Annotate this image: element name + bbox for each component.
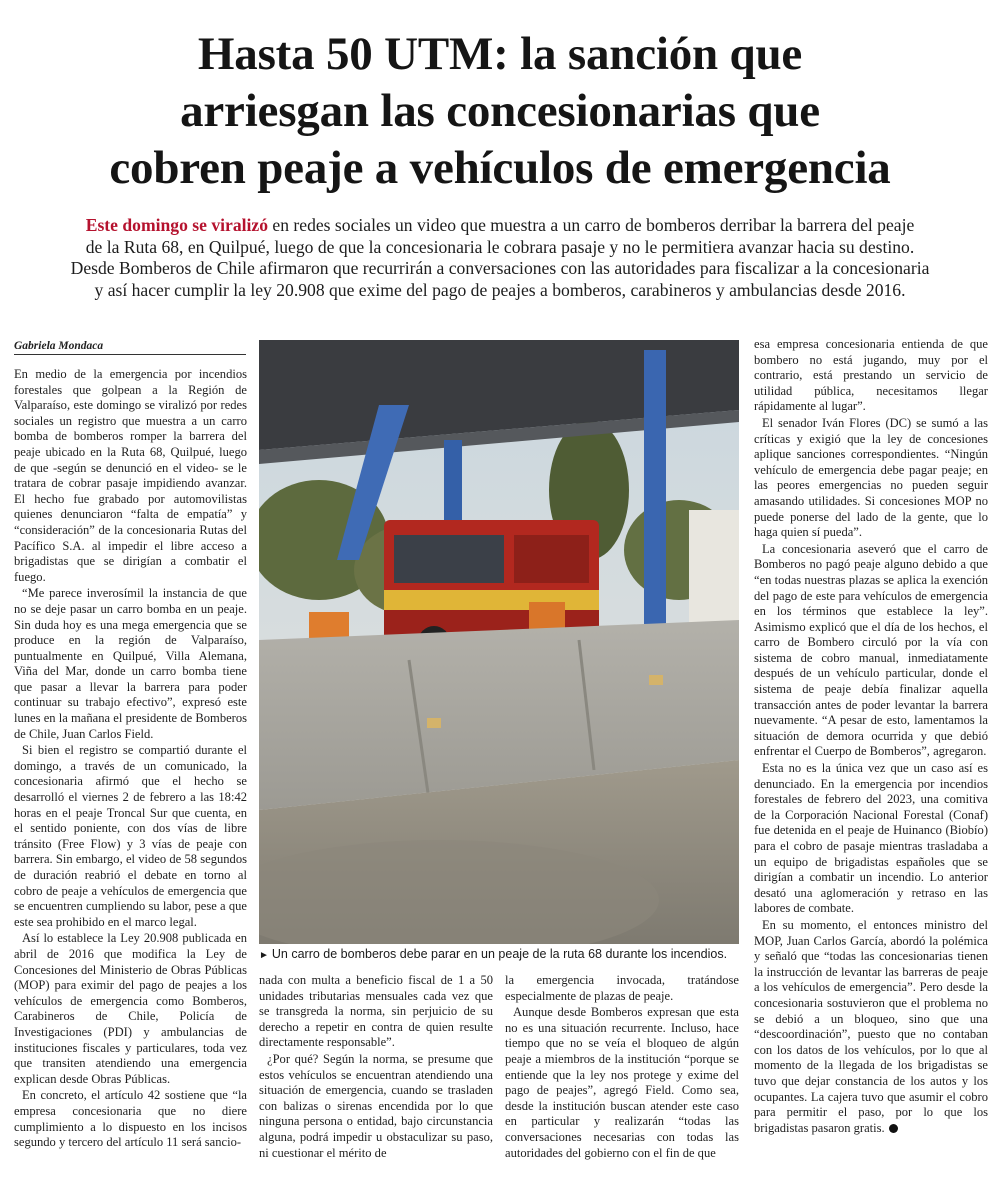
lede-line: de la Ruta 68, en Quilpué, luego de que la concesionaria le cobrara pasaje y no le permitiera avanzar hacia su destino. xyxy=(85,236,915,257)
headline-line: cobren peaje a vehículos de emergencia xyxy=(109,142,891,194)
body-paragraph: Si bien el registro se compartió durante el domingo, a través de un comunicado, la concesionaria afirmó que el hecho se desarrolló el viernes 2 de febrero a las 18:42 horas en el peaje Troncal Sur que cuenta, en el sentido poniente, con dos vías de libre tránsito (Free Flow) y 3 vías de peaje con barrera. Sin embargo, el video de 58 segundos de duración reabrió el debate en torno al cobro de peaje a vehículos de emergencia que se encuentren cumpliendo su labor, pese a que este sea prohibido en el marco legal. xyxy=(14,743,247,929)
body-paragraph: ¿Por qué? Según la norma, se presume que estos vehículos se encuentran atendiendo una situación de emergencia, cuando se trasladen con balizas o sirenas encendida por lo que ninguna persona o entidad, bajo circunstancia alguna, podrá impedir u obstaculizar su paso, ni cuestionar el mérito de xyxy=(259,1051,493,1160)
end-mark-icon xyxy=(889,1124,898,1133)
body-paragraph: nada con multa a beneficio fiscal de 1 a 50 unidades tributarias mensuales cada vez que se transgreda la norma, sin perjuicio de su derecho a repetir en contra de quien resulte directamente responsable”. xyxy=(259,973,493,1050)
lede-paragraph xyxy=(14,215,986,301)
body-paragraph: En medio de la emergencia por incendios forestales que golpean a la Región de Valparaíso, este domingo se viralizó por redes sociales un registro que muestra a un carro bomba de bomberos romper la barrera del peaje ubicado en la Ruta 68, Quilpué, luego de que -según se denunció en el video- se le tratara de cobrar pasaje impidiendo avanzar. El hecho fue grabado por automovilistas quienes denunciaron “falta de empatía” y “consideración” de la concesionaria Rutas del Pacífico S.A. al impedir el libre acceso a brigadistas que se dirigían a combatir el fuego. xyxy=(14,367,247,584)
body-paragraph: Esta no es la única vez que un caso así es denunciado. En la emergencia por incendios forestales de febrero del 2023, una comitiva de la Corporación Nacional Forestal (Conaf) fue detenida en el peaje de Huinanco (Biobío) para el cobro de pasaje mientras trasladaba a un equipo de brigadistas españoles que se dirigían a combatir un incendio. Lo anterior desató una aglomeración y retraso en las labores de combate. xyxy=(754,761,988,916)
headline-line: arriesgan las concesionarias que xyxy=(180,85,820,137)
body-paragraph: La concesionaria aseveró que el carro de Bomberos no pagó peaje alguno debido a que “en todas nuestras plazas se aplica la exención del pago de este para vehículos de emergencia en los términos que establece la ley”. Asimismo explicó que el día de los hechos, el carro de Bombero circuló por la vía con sistema de cobro manual, inmediatamente después de un vehículo particular, donde el sistema de peaje debía finalizar aquella transacción antes de poder levantar la barrera nuevamente. “A pesar de esto, lamentamos la situación de demora ocurrida y que debió enfrentar el Cuerpo de Bomberos”, agregaron. xyxy=(754,541,988,759)
body-paragraph-last xyxy=(754,918,988,1136)
last-paragraph-text: En su momento, el entonces ministro del MOP, Juan Carlos García, abordó la polémica y señaló que “todas las concesionarias tienen la instrucción de levantar las barreras de peaje a los vehículos de emergencia”. Pero desde la concesionaria sostuvieron que el problema no se debió a un bloqueo, sino que una “descoordinación”, puesto que no contaban con los datos de los vehículos, por lo que al momento de la llegada de los brigadistas se tuvo que dejar constancia de los autos y los ocupantes. La cajera tuvo que asumir el cobro para permitir el paso, por lo que los brigadistas pasaron gratis. xyxy=(754,917,988,1135)
body-paragraph: esa empresa concesionaria entienda de que bombero no está jugando, muy por el contrario, está prestando un servicio de utilidad pública, necesitamos llegar rápidamente al lugar”. xyxy=(754,337,988,414)
fire-truck-toll-photo xyxy=(259,340,739,944)
headline xyxy=(20,26,980,197)
body-paragraph: Así lo establece la Ley 20.908 publicada en abril de 2016 que modifica la Ley de Concesiones del Ministerio de Obras Públicas (MOP) para eximir del pago de peajes a los vehículos de emergencia como Bomberos, Carabineros de Chile, Policía de Investigaciones (PDI) y ambulancias de instituciones fiscales y particulares, toda vez que transiten atendiendo una emergencia explican desde Obras Públicas. xyxy=(14,931,247,1086)
article-column-3 xyxy=(505,973,739,1162)
lede-first-rest: en redes sociales un video que muestra a un carro de bomberos derribar la barrera del peaje xyxy=(268,215,915,235)
article-photo xyxy=(259,340,739,944)
article-column-1 xyxy=(14,367,247,1152)
lede-line: Desde Bomberos de Chile afirmaron que recurrirán a conversaciones con las autoridades para fiscalizar a la concesionaria xyxy=(70,258,930,278)
body-paragraph: El senador Iván Flores (DC) se sumó a las críticas y exigió que la ley de concesiones aplique sanciones correspondientes. “Ningún vehículo de emergencia debe pagar peaje; en las peores emergencias no pueden seguir amasando utilidades. Si concesiones MOP no puede ponerse del lado de la gente, que lo haga quien sí pueda”. xyxy=(754,415,988,540)
photo-caption xyxy=(259,947,739,963)
lede-line xyxy=(14,215,986,237)
body-paragraph: “Me parece inverosímil la instancia de que no se deje pasar un carro bomba en un peaje. Sin duda hoy es una mega emergencia que se produce en la región de Valparaíso, puntualmente en Quilpué, Villa Alemana, Viña del Mar, donde un carro bomba tiene que pasar a llevar la barrera para poder continuar su trabajo efectivo”, expresó este lunes en la mañana el presidente de Bomberos de Chile, Juan Carlos Field. xyxy=(14,586,247,741)
article-column-2 xyxy=(259,973,493,1162)
byline: Gabriela Mondaca xyxy=(14,340,246,355)
body-paragraph: Aunque desde Bomberos expresan que esta no es una situación recurrente. Incluso, hace tiempo que no se veía el bloqueo de algún peaje a miembros de la institución “porque se entiende que la ley nos protege y exime del pago de peajes”, agregó Field. Como sea, desde la institución buscan atender este caso en particular y realizarán “todas las conversaciones necesarias con todas las autoridades del gobierno con el fin de que xyxy=(505,1005,739,1160)
headline-line: Hasta 50 UTM: la sanción que xyxy=(197,28,803,80)
lede-line: y así hacer cumplir la ley 20.908 que exime del pago de peajes a bomberos, carabineros y ambulancias desde 2016. xyxy=(94,279,906,300)
article-column-4 xyxy=(754,337,988,1137)
body-paragraph: la emergencia invocada, tratándose especialmente de plazas de peaje. xyxy=(505,973,739,1003)
body-paragraph: En concreto, el artículo 42 sostiene que “la empresa concesionaria que no diere cumplimiento a lo dispuesto en los incisos segundo y tercero del artículo 11 será sancio- xyxy=(14,1088,247,1150)
lede-highlight: Este domingo se viralizó xyxy=(85,215,268,235)
caption-text: Un carro de bomberos debe parar en un peaje de la ruta 68 durante los incendios. xyxy=(271,947,728,961)
caption-triangle-icon: ► xyxy=(259,950,269,961)
